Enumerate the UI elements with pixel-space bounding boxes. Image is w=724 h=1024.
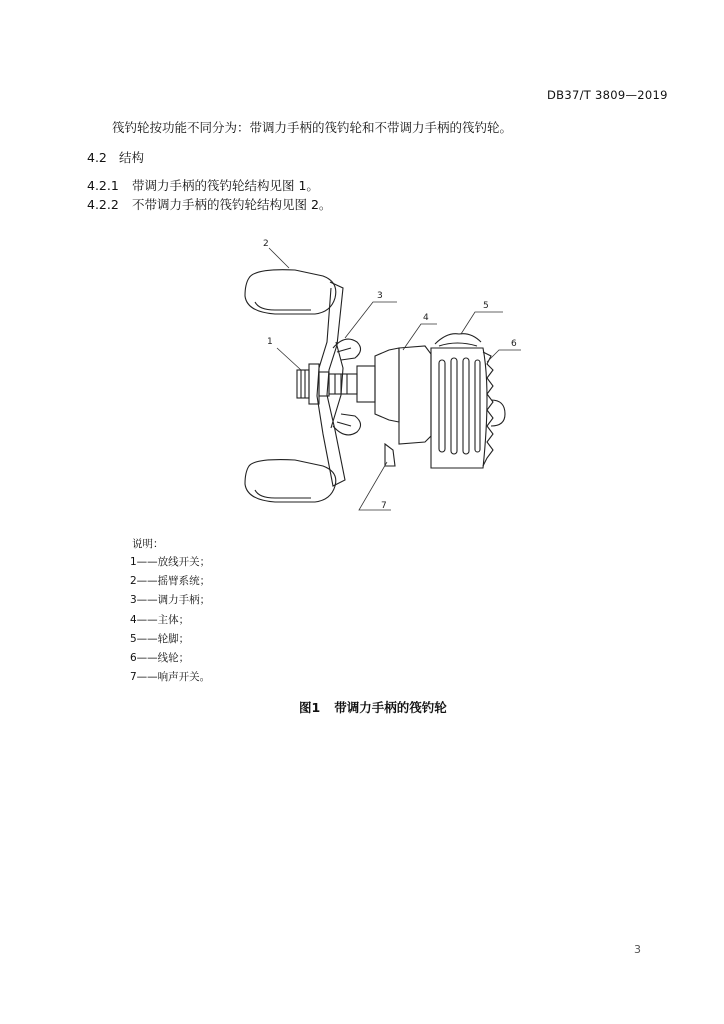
section-title: 结构 (119, 150, 145, 165)
subsection-4-2-2 (87, 195, 331, 213)
standard-code: DB37/T 3809—2019 (547, 88, 668, 102)
legend-item: 4——主体； (130, 613, 190, 626)
figure-number: 图1 (299, 700, 321, 715)
subsection-number: 4.2.1 (87, 178, 119, 193)
leader-line-2 (269, 248, 289, 268)
callout-4: 4 (423, 313, 429, 323)
subsection-4-2-1 (87, 176, 319, 194)
leader-line-3 (345, 302, 397, 338)
callout-2: 2 (263, 239, 269, 249)
reel-shaft (329, 366, 375, 402)
legend-item: 3——调力手柄； (130, 594, 211, 607)
upper-handle-knob (245, 270, 336, 314)
figure-caption (299, 698, 447, 716)
callout-1: 1 (267, 337, 273, 347)
subsection-text: 不带调力手柄的筏钓轮结构见图 2。 (132, 197, 332, 212)
legend-item: 7——响声开关。 (130, 671, 211, 684)
page-number: 3 (634, 943, 641, 956)
subsection-text: 带调力手柄的筏钓轮结构见图 1。 (132, 178, 319, 193)
leader-line-6 (487, 350, 521, 362)
leader-line-5 (461, 312, 503, 334)
figure-title: 带调力手柄的筏钓轮 (334, 700, 447, 715)
callout-5: 5 (483, 301, 489, 311)
callout-3: 3 (377, 291, 383, 301)
spool (431, 348, 505, 468)
callout-6: 6 (511, 339, 517, 349)
section-number: 4.2 (87, 150, 107, 165)
intro-paragraph: 筏钓轮按功能不同分为：带调力手柄的筏钓轮和不带调力手柄的筏钓轮。 (112, 120, 513, 135)
reel-diagram (225, 230, 535, 520)
figure-legend (130, 553, 210, 687)
reel-foot (435, 334, 481, 346)
legend-title: 说明： (132, 538, 164, 550)
legend-item: 2——摇臂系统； (130, 575, 211, 588)
legend-item: 6——线轮； (130, 651, 190, 664)
subsection-number: 4.2.2 (87, 197, 119, 212)
release-switch (297, 364, 329, 404)
section-heading (87, 148, 144, 166)
leader-line-1 (277, 348, 301, 370)
lower-handle-knob (245, 460, 336, 502)
callout-7: 7 (381, 501, 387, 511)
legend-item: 5——轮脚； (130, 632, 190, 645)
legend-item: 1——放线开关； (130, 556, 211, 568)
reel-main-body (375, 346, 431, 444)
